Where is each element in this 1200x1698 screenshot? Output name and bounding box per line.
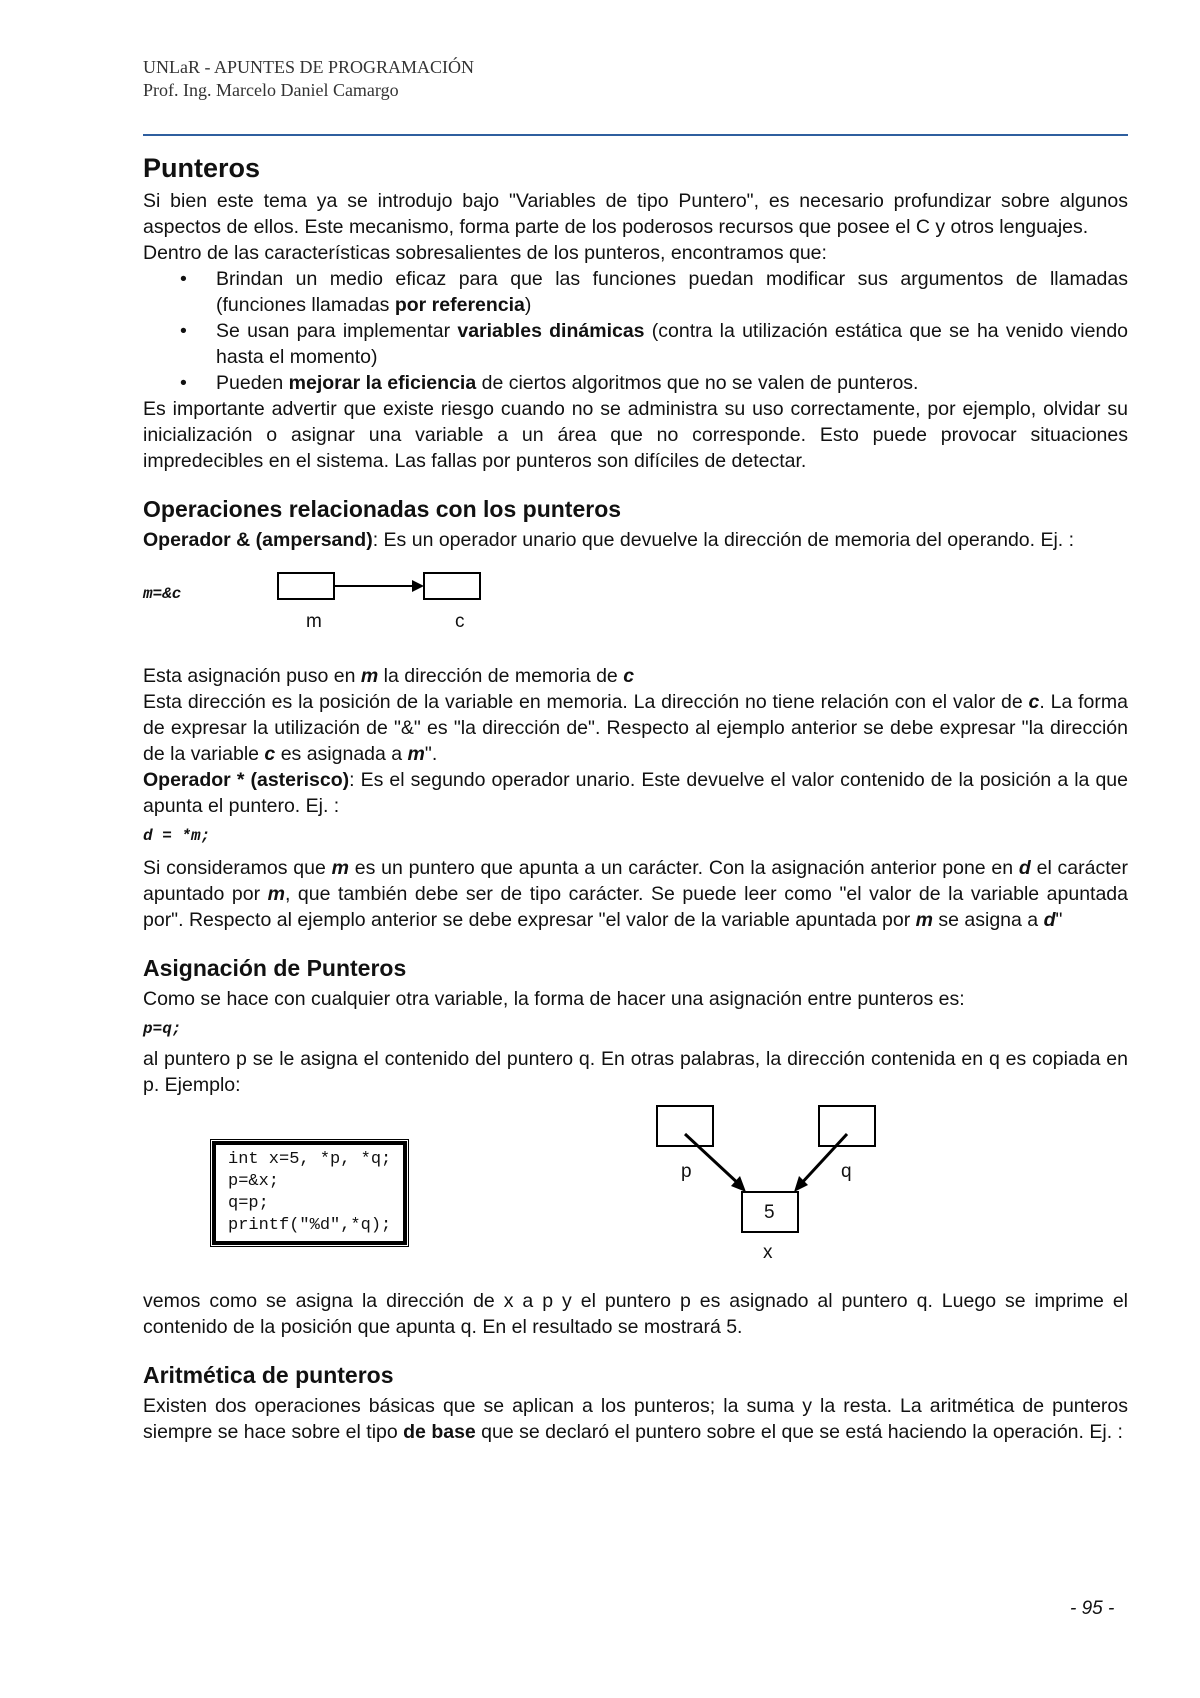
- arrow-head: [412, 580, 424, 592]
- text: , que también debe ser de tipo carácter. Se puede leer como "el valor de la variable apuntada por". Respecto al ejemplo anterior se debe expresar "el valor de la variable apuntada por: [143, 883, 1129, 931]
- ampersand-paragraph: [143, 527, 1128, 553]
- text: que se declaró el puntero sobre el que se está haciendo la operación. Ej. :: [475, 1421, 1123, 1443]
- text: . La forma de expresar la utilización de "&" es "la dirección de". Respecto al ejemplo anterior se debe expresar "la dirección de la variable: [143, 691, 1128, 765]
- text: ": [1055, 909, 1063, 931]
- page-number: - 95 -: [1070, 1598, 1115, 1619]
- text: es un puntero que apunta a un carácter. Con la asignación anterior pone en: [348, 857, 1019, 879]
- feature-item: [216, 370, 1128, 396]
- pointer-diagram-svg: [143, 1098, 1128, 1288]
- header-course: UNLaR - APUNTES DE PROGRAMACIÓN: [143, 57, 475, 77]
- header-professor: Prof. Ing. Marcelo Daniel Camargo: [143, 80, 399, 100]
- feature-item: [216, 266, 1128, 318]
- asterisk-text: : Es el segundo operador unario. Este devuelve el valor contenido de la posición a la que apunta el puntero. Ej. :: [143, 769, 1128, 817]
- asterisk-label: Operador * (asterisco): [143, 769, 350, 791]
- arithmetic-paragraph: [143, 1393, 1128, 1445]
- var-d: d: [1018, 857, 1031, 879]
- text: Esta asignación puso en: [143, 665, 361, 687]
- asterisk-paragraph: [143, 767, 1128, 819]
- var-c: c: [1028, 691, 1040, 713]
- label-x: x: [763, 1242, 773, 1263]
- main-content: [143, 150, 1128, 1445]
- section-heading-arithmetic: Aritmética de punteros: [143, 1362, 394, 1388]
- asterisk-code: d = *m;: [143, 827, 211, 845]
- page-header: [143, 56, 474, 102]
- features-list: [143, 266, 1128, 396]
- var-d: d: [1043, 909, 1056, 931]
- feature-emphasis: mejorar la eficiencia: [288, 372, 477, 394]
- arithmetic-emphasis: de base: [403, 1421, 476, 1443]
- var-m: m: [915, 909, 933, 931]
- feature-text: (contra la utilización estática que se ha venido viendo hasta el momento): [216, 320, 1129, 368]
- value-x: 5: [764, 1202, 775, 1223]
- feature-text: Brindan un medio eficaz para que las funciones puedan modificar sus argumentos de llamadas (funciones llamadas: [216, 268, 1128, 316]
- assignment-paragraph-2: al puntero p se le asigna el contenido del puntero q. En otras palabras, la dirección contenida en q es copiada en p. Ejemplo:: [143, 1048, 1128, 1096]
- box-p: [657, 1106, 713, 1146]
- feature-text: ): [524, 294, 532, 316]
- diagram-expression: m=&c: [143, 585, 182, 603]
- var-m: m: [407, 743, 425, 765]
- text: el carácter apuntado por: [143, 857, 1128, 905]
- feature-emphasis: variables dinámicas: [457, 320, 645, 342]
- var-c: c: [264, 743, 276, 765]
- box-c: [424, 573, 480, 599]
- assignment-paragraph-3: vemos como se asigna la dirección de x a p y el puntero p es asignado al puntero q. Luego se imprime el contenido de la posición que apunta q. En el resultado se mostrará 5.: [143, 1290, 1128, 1338]
- text: es asignada a: [275, 743, 408, 765]
- ampersand-diagram: [143, 553, 1128, 663]
- assignment-code: p=q;: [143, 1020, 182, 1038]
- text: Si consideramos que: [143, 857, 332, 879]
- page-title: Punteros: [143, 153, 261, 183]
- label-p: p: [681, 1161, 692, 1182]
- feature-emphasis: por referencia: [394, 294, 525, 316]
- ampersand-diagram-svg: [143, 553, 1128, 663]
- label-q: q: [841, 1161, 852, 1182]
- var-m: m: [360, 665, 379, 687]
- text: la dirección de memoria de: [378, 665, 624, 687]
- ampersand-label: Operador & (ampersand): [143, 529, 373, 551]
- feature-item: [216, 318, 1128, 370]
- intro-paragraph-3: Es importante advertir que existe riesgo cuando no se administra su uso correctamente, por ejemplo, olvidar su inicialización o asignar una variable a un área que no corresponde. Esto puede provocar situaciones impredecibles en el sistema. Las fallas por punteros son difíciles de detectar.: [143, 398, 1128, 472]
- var-c: c: [623, 665, 635, 687]
- box-q: [819, 1106, 875, 1146]
- label-m: m: [306, 611, 322, 632]
- feature-text: de ciertos algoritmos que no se valen de punteros.: [476, 372, 919, 394]
- var-m: m: [267, 883, 285, 905]
- header-divider: [143, 134, 1128, 136]
- section-heading-assignment: Asignación de Punteros: [143, 955, 407, 981]
- code-example-box: int x=5, *p, *q; p=&x; q=p; printf("%d",*q);: [213, 1142, 406, 1244]
- intro-paragraph-2: Dentro de las características sobresalientes de los punteros, encontramos que:: [143, 242, 827, 264]
- asterisk-explanation: [143, 855, 1128, 933]
- text: se asigna a: [932, 909, 1044, 931]
- var-m: m: [331, 857, 349, 879]
- ampersand-explanation-2: [143, 689, 1128, 767]
- intro-paragraph-1: Si bien este tema ya se introdujo bajo "Variables de tipo Puntero", es necesario profundizar sobre algunos aspectos de ellos. Este mecanismo, forma parte de los poderosos recursos que posee el C y otros lenguajes.: [143, 190, 1128, 238]
- assignment-paragraph-1: Como se hace con cualquier otra variable, la forma de hacer una asignación entre punteros es:: [143, 988, 965, 1010]
- text: ".: [424, 743, 438, 765]
- ampersand-explanation-1: [143, 663, 1128, 689]
- section-heading-operations: Operaciones relacionadas con los punteros: [143, 496, 622, 522]
- assignment-diagram: [143, 1098, 1128, 1288]
- text: Esta dirección es la posición de la variable en memoria. La dirección no tiene relación con el valor de: [143, 691, 1029, 713]
- assignment-code-line: [143, 1014, 1128, 1042]
- feature-text: Pueden: [216, 372, 289, 394]
- feature-text: Se usan para implementar: [216, 320, 458, 342]
- text: Existen dos operaciones básicas que se aplican a los punteros; la suma y la resta. La aritmética de punteros siempre se hace sobre el tipo: [143, 1395, 1128, 1443]
- ampersand-text: : Es un operador unario que devuelve la dirección de memoria del operando. Ej. :: [372, 529, 1075, 551]
- box-m: [278, 573, 334, 599]
- label-c: c: [455, 611, 465, 632]
- asterisk-code-line: [143, 821, 1128, 849]
